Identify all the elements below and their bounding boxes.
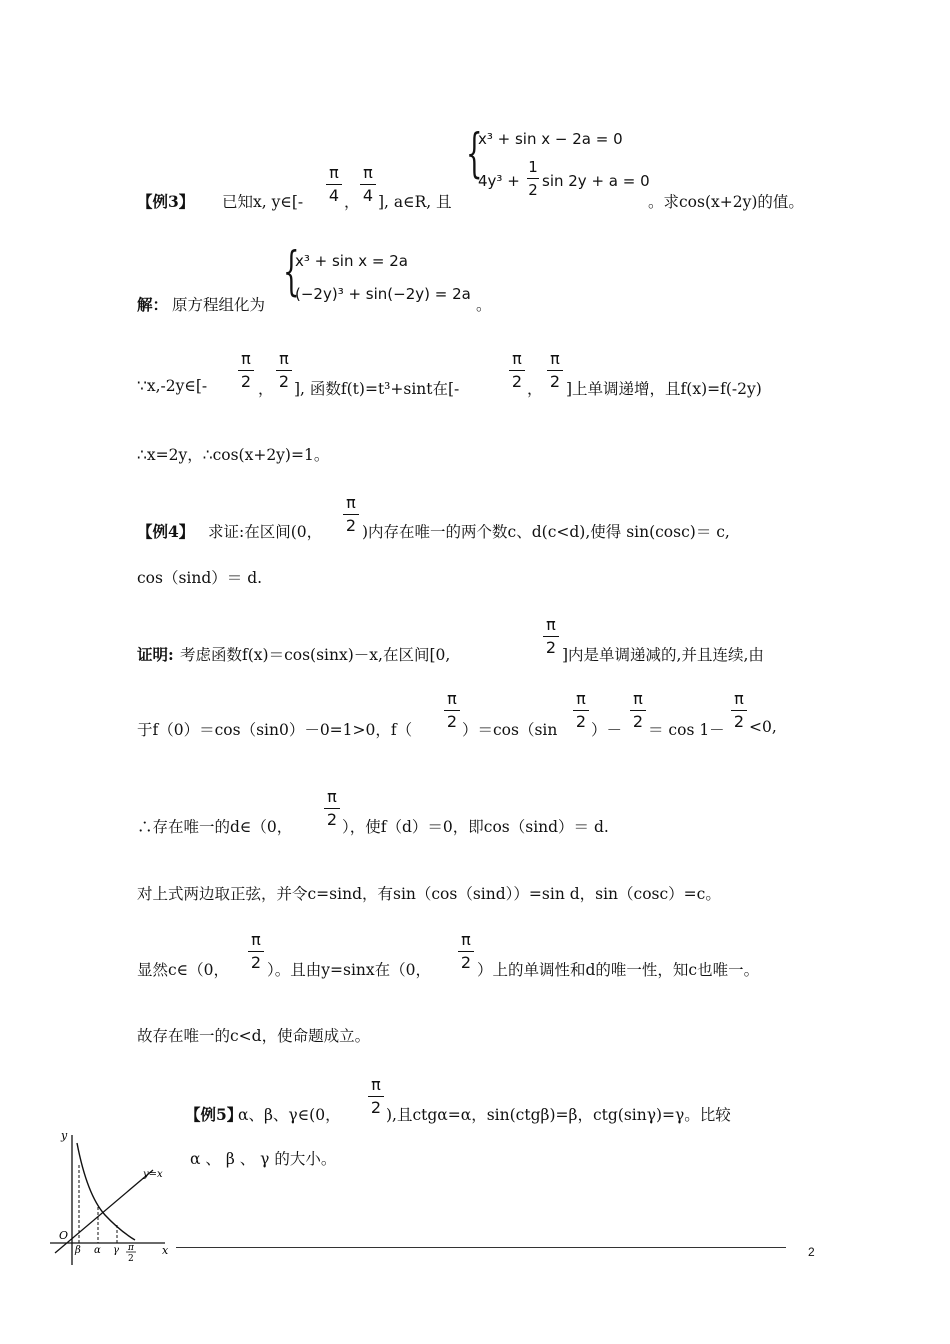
text-segment: 于f（0）＝cos（sin0）－0=1>0，f（	[137, 721, 413, 739]
function-graph	[45, 1125, 175, 1270]
numerator: π	[329, 163, 339, 182]
proof-tag: 证明:	[137, 645, 174, 664]
denominator: 4	[362, 186, 374, 205]
decreasing-curve	[77, 1143, 135, 1240]
numerator: π	[363, 163, 373, 182]
text-segment: )内存在唯一的两个数c、d(c<d),使得 sin(cosc)＝ c,	[362, 523, 730, 541]
page-number: 2	[808, 1245, 815, 1259]
text-segment: 显然c∈（0，	[137, 961, 230, 979]
pi-label: π	[128, 1243, 134, 1253]
text-segment: <0,	[749, 718, 777, 736]
fraction-bar	[248, 951, 264, 952]
denominator: 2	[250, 953, 262, 972]
denominator: 2	[326, 810, 338, 829]
text-segment: 。求cos(x+2y)的值。	[648, 193, 804, 211]
fraction-bar	[573, 710, 589, 711]
text-line: ∴x=2y，∴cos(x+2y)=1。	[137, 446, 330, 464]
numerator: π	[734, 689, 744, 708]
text-segment: ], 函数f(t)=t³+sint在[-	[294, 380, 460, 398]
fraction-pi-over-2	[630, 690, 646, 731]
fraction-bar	[368, 1096, 384, 1097]
denominator: 2	[446, 712, 458, 731]
fraction-pi-over-2	[248, 931, 264, 972]
text-segment: 考虑函数f(x)＝cos(sinx)－x,在区间[0,	[180, 646, 451, 664]
fraction-bar	[731, 710, 747, 711]
fraction-pi-over-2	[343, 494, 359, 535]
numerator: π	[461, 930, 471, 949]
fraction-pi-over-4	[360, 164, 376, 205]
numerator: π	[447, 689, 457, 708]
fraction-pi-over-2	[238, 350, 254, 391]
denominator: 2	[370, 1098, 382, 1117]
fraction-pi-over-2	[276, 350, 292, 391]
fraction-one-half	[527, 158, 539, 199]
text-line: 故存在唯一的c<d，使命题成立。	[137, 1027, 371, 1045]
fraction-bar	[527, 178, 539, 179]
left-brace: {	[283, 242, 300, 302]
denominator: 2	[733, 712, 745, 731]
numerator: π	[576, 689, 586, 708]
fraction-pi-over-2	[444, 690, 460, 731]
line-label: y=x	[143, 1169, 163, 1180]
fraction-pi-over-4	[326, 164, 342, 205]
alpha-label: α	[94, 1245, 101, 1256]
text-segment: ＝ cos 1－	[648, 721, 725, 739]
numerator: π	[241, 349, 251, 368]
text-segment: ]上单调递增，且f(x)=f(-2y)	[566, 380, 762, 398]
fraction-bar	[360, 184, 376, 185]
example-3-text	[222, 190, 303, 212]
solution-tag: 解：	[137, 295, 169, 314]
fraction-pi-over-2	[324, 788, 340, 829]
line-y-equals-x	[55, 1170, 153, 1253]
y-axis-label: y	[61, 1129, 68, 1142]
numerator: 1	[528, 158, 538, 176]
origin-label: O	[59, 1229, 69, 1242]
denominator: 2	[545, 638, 557, 657]
fraction-bar	[458, 951, 474, 952]
denominator: 2	[549, 372, 561, 391]
fraction-pi-over-2	[573, 690, 589, 731]
text-segment: sin 2y + a = 0	[542, 172, 650, 190]
text-segment: 求证:在区间(0，	[208, 523, 323, 541]
fraction-pi-over-2	[509, 350, 525, 391]
equation-line-1: x³ + sin x = 2a	[295, 252, 408, 270]
example-3-tag: 【例3】	[137, 192, 195, 211]
fraction-bar	[509, 370, 525, 371]
numerator: π	[279, 349, 289, 368]
text-segment: ，	[258, 380, 274, 398]
denominator: 2	[460, 953, 472, 972]
text-segment: ）上的单调性和d的唯一性，知c也唯一。	[477, 961, 760, 979]
denominator: 2	[528, 181, 538, 199]
fraction-bar	[324, 808, 340, 809]
text-segment: ∵x,-2y∈[-	[137, 377, 208, 395]
text-segment: ),且ctgα=α，sin(ctgβ)=β，ctg(sinγ)=γ。比较	[386, 1106, 731, 1124]
text-segment: 。	[476, 296, 492, 314]
text-segment: ）－	[591, 721, 623, 739]
fraction-bar	[238, 370, 254, 371]
equation-line-2	[478, 172, 520, 190]
text-segment: 原方程组化为	[172, 296, 266, 314]
denominator: 2	[240, 372, 252, 391]
fraction-bar	[276, 370, 292, 371]
numerator: π	[512, 349, 522, 368]
text-segment: ，	[527, 380, 543, 398]
text-line: 对上式两边取正弦，并令c=sind，有sin（cos（sind））=sin d，sin（cosc）=c。	[137, 885, 721, 903]
numerator: π	[346, 493, 356, 512]
fraction-bar	[444, 710, 460, 711]
numerator: π	[371, 1075, 381, 1094]
text-segment: ）。且由y=sinx在（0，	[267, 961, 431, 979]
fraction-pi-over-2	[458, 931, 474, 972]
text-line: α 、 β 、 γ 的大小。	[190, 1150, 337, 1168]
numerator: π	[550, 349, 560, 368]
fraction-bar	[547, 370, 563, 371]
denominator: 2	[345, 516, 357, 535]
text-segment: ], a∈R, 且	[378, 193, 452, 211]
beta-label: β	[75, 1245, 81, 1256]
numerator: π	[251, 930, 261, 949]
numerator: π	[633, 689, 643, 708]
fraction-pi-over-2	[543, 616, 559, 657]
numerator: π	[546, 615, 556, 634]
example-5-tag: 【例5】	[185, 1105, 243, 1124]
denominator: 2	[575, 712, 587, 731]
text-segment: 已知x, y∈[-	[222, 193, 304, 211]
text-segment: α、β、γ∈(0，	[238, 1106, 341, 1124]
equation-line-1: x³ + sin x − 2a = 0	[478, 130, 623, 148]
denominator: 2	[632, 712, 644, 731]
text-segment: 4y³ +	[478, 172, 520, 190]
equation-line-2: (−2y)³ + sin(−2y) = 2a	[295, 285, 471, 303]
left-brace: {	[466, 124, 483, 184]
fraction-pi-over-2	[731, 690, 747, 731]
numerator: π	[327, 787, 337, 806]
denominator: 2	[511, 372, 523, 391]
fraction-bar	[343, 514, 359, 515]
text-segment: ∴存在唯一的d∈（0，	[137, 818, 293, 836]
text-line: cos（sind）＝ d.	[137, 569, 263, 587]
x-axis-label: x	[162, 1244, 169, 1257]
text-segment: ，	[344, 193, 360, 211]
denominator: 2	[278, 372, 290, 391]
gamma-label: γ	[113, 1245, 119, 1256]
footer-rule	[176, 1247, 786, 1248]
text-segment: ），使f（d）＝0，即cos（sind）＝ d.	[342, 818, 609, 836]
text-segment: ）＝cos（sin	[462, 721, 558, 739]
fraction-bar	[630, 710, 646, 711]
denominator: 4	[328, 186, 340, 205]
fraction-bar	[543, 636, 559, 637]
fraction-pi-over-2	[368, 1076, 384, 1117]
two-label: 2	[128, 1254, 134, 1264]
text-segment: ]内是单调递减的,并且连续,由	[562, 646, 764, 664]
example-4-tag: 【例4】	[137, 522, 195, 541]
fraction-pi-over-2	[547, 350, 563, 391]
fraction-bar	[326, 184, 342, 185]
